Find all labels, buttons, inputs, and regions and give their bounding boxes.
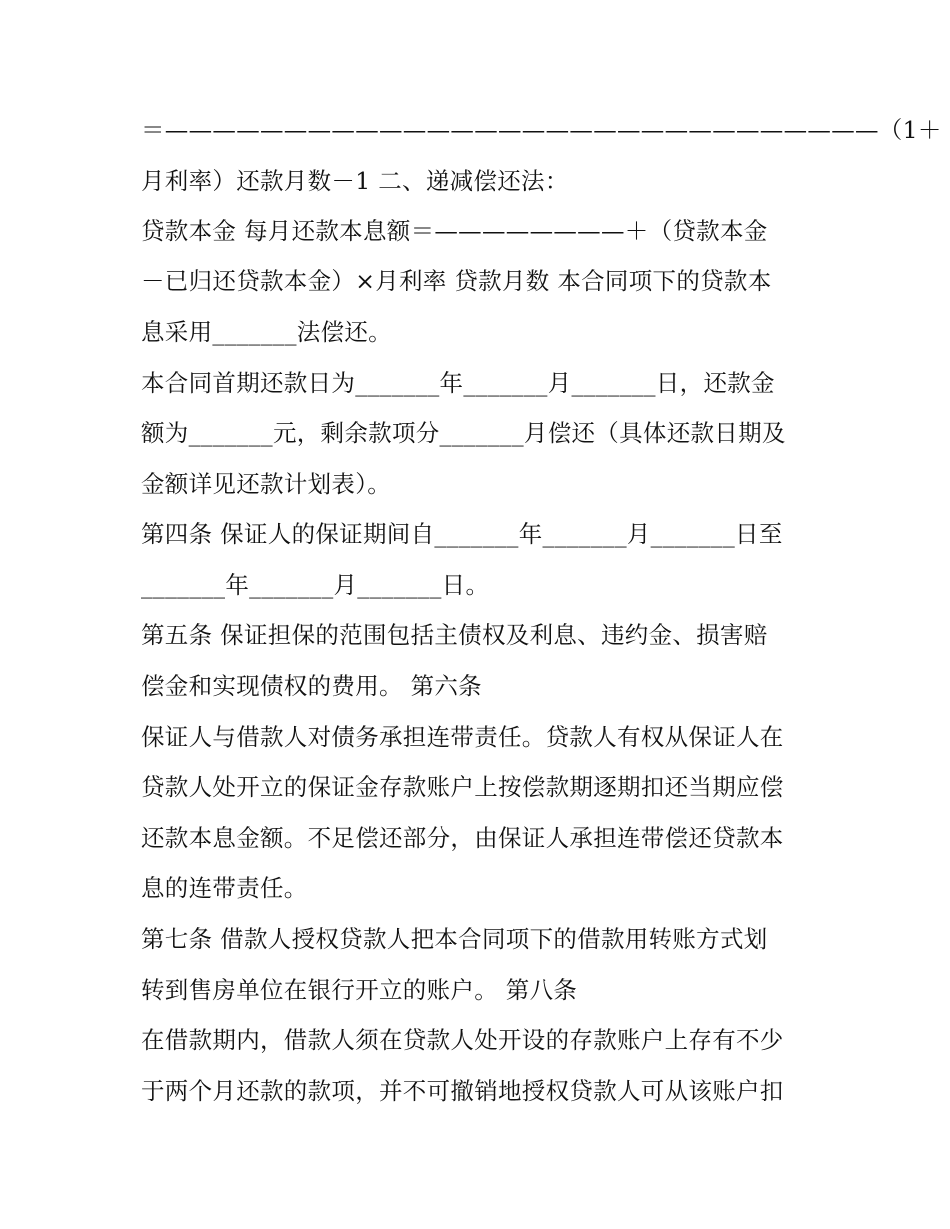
document-line: 保证人与借款人对债务承担连带责任。贷款人有权从保证人在: [141, 723, 784, 751]
document-line: 第七条 借款人授权贷款人把本合同项下的借款用转账方式划: [141, 925, 768, 953]
document-line: 第五条 保证担保的范围包括主债权及利息、违约金、损害赔: [141, 621, 768, 649]
document-line: 月利率）还款月数－1 二、递减偿还法：: [141, 167, 569, 195]
document-line: 额为_______元，剩余款项分_______月偿还（具体还款日期及: [141, 419, 786, 447]
document-line: 在借款期内，借款人须在贷款人处开设的存款账户上存有不少: [141, 1026, 784, 1054]
document-line: －已归还贷款本金）×月利率 贷款月数 本合同项下的贷款本: [141, 267, 772, 295]
document-line: 于两个月还款的款项，并不可撤销地授权贷款人可从该账户扣: [141, 1077, 784, 1105]
document-line: 偿金和实现债权的费用。 第六条: [141, 672, 482, 700]
document-line: 还款本息金额。不足偿还部分，由保证人承担连带偿还贷款本: [141, 824, 784, 852]
document-line: 贷款本金 每月还款本息额＝————————＋（贷款本金: [141, 217, 768, 245]
document-line: 转到售房单位在银行开立的账户。 第八条: [141, 976, 578, 1004]
document-line: _______年_______月_______日。: [141, 571, 490, 599]
document-line: 贷款人处开立的保证金存款账户上按偿款期逐期扣还当期应偿: [141, 773, 784, 801]
document-line: 息的连带责任。: [141, 874, 308, 902]
document-line: 本合同首期还款日为_______年_______月_______日，还款金: [141, 369, 775, 397]
document-line: 息采用_______法偿还。: [141, 318, 392, 346]
document-line: ＝——————————————————————————————（1＋: [141, 116, 942, 144]
document-line: 第四条 保证人的保证期间自_______年_______月_______日至: [141, 520, 783, 548]
document-line: 金额详见还款计划表）。: [141, 470, 392, 498]
